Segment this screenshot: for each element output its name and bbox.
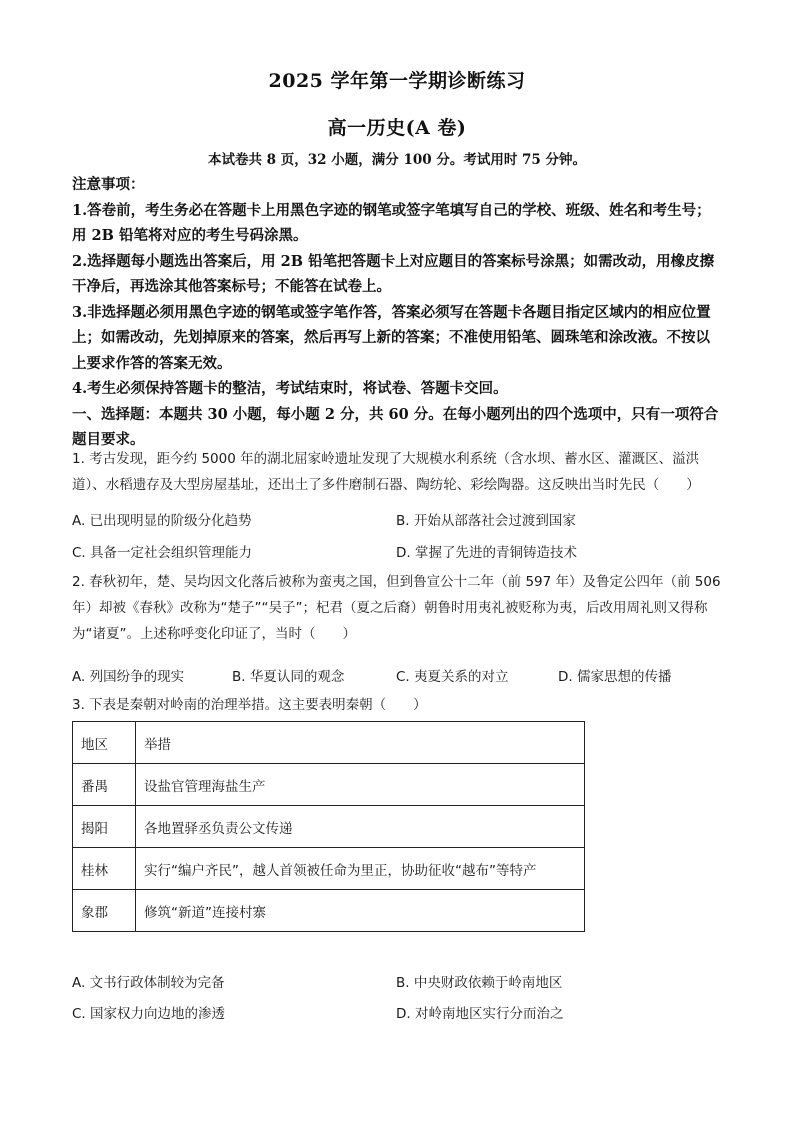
table-cell-measure: 各地置驿丞负责公文传递 [136,806,585,848]
exam-title: 2025 学年第一学期诊断练习 [268,70,526,92]
note-item-2: 2.选择题每小题选出答案后，用 2B 铅笔把答题卡上对应题目的答案标号涂黑；如需改动，用橡皮擦干净后，再选涂其他答案标号；不能答在试卷上。 [72,252,715,295]
question-2-stem [72,569,722,647]
notes-heading: 注意事项： [72,176,145,193]
question-2-text: 2. 春秋初年，楚、吴均因文化落后被称为蛮夷之国，但到鲁宣公十二年（前 597 年）及鲁定公四年（前 506 年）却被《春秋》改称为“楚子”“吴子”；杞君（夏之后裔）朝鲁时用夷礼被贬称为夷，后改用周礼则又得称为“诸夏”。上述称呼变化印证了，当时（ ） [72,574,721,642]
question-3-text: 3. 下表是秦朝对岭南的治理举措。这主要表明秦朝（ ） [72,697,427,713]
table-row [73,806,585,848]
table-cell-measure: 实行“编户齐民”，越人首领被任命为里正，协助征收“越布”等特产 [136,848,585,890]
question-1-stem [72,446,722,498]
section-heading: 一、选择题：本题共 30 小题，每小题 2 分，共 60 分。在每小题列出的四个选项中，只有一项符合题目要求。 [72,405,719,448]
note-item-3: 3.非选择题必须用黑色字迹的钢笔或签字笔作答，答案必须写在答题卡各题目指定区域内的相应位置上；如需改动，先划掉原来的答案，然后再写上新的答案；不准使用铅笔、圆珠笔和涂改液。不按以上要求作答的答案无效。 [72,303,711,372]
table-cell-region: 桂林 [73,848,136,890]
table-row [73,848,585,890]
question-1-options [72,509,722,563]
table-row [73,890,585,932]
table-header-region: 地区 [73,722,136,764]
table-header-row [73,722,585,764]
question-2-options [72,665,722,687]
question-3-option-a[interactable]: A. 文书行政体制较为完备 [72,975,225,991]
question-1-text: 1. 考古发现，距今约 5000 年的湖北屈家岭遗址发现了大规模水利系统（含水坝、蓄水区、灌溉区、溢洪道）、水稻遗存及大型房屋基址，还出土了多件磨制石器、陶纺轮、彩绘陶器。这反映出当时先民（ ） [72,451,700,493]
note-item-1: 1.答卷前，考生务必在答题卡上用黑色字迹的钢笔或签字笔填写自己的学校、班级、姓名和考生号；用 2B 铅笔将对应的考生号码涂黑。 [72,201,711,244]
question-2-option-d[interactable]: D. 儒家思想的传播 [558,669,672,685]
table-cell-measure: 修筑“新道”连接村寨 [136,890,585,932]
exam-subtitle: 高一历史(A 卷) [327,117,467,139]
question-3-options [72,971,722,1025]
table-cell-region: 象郡 [73,890,136,932]
note-item-4: 4.考生必须保持答题卡的整洁，考试结束时，将试卷、答题卡交回。 [72,380,508,397]
table-cell-measure: 设盐官管理海盐生产 [136,764,585,806]
question-3-table [72,721,585,932]
question-1-option-c[interactable]: C. 具备一定社会组织管理能力 [72,545,253,561]
question-1-option-d[interactable]: D. 掌握了先进的青铜铸造技术 [396,545,577,561]
table-header-measure: 举措 [136,722,585,764]
exam-info: 本试卷共 8 页，32 小题，满分 100 分。考试用时 75 分钟。 [207,152,587,168]
question-2-option-a[interactable]: A. 列国纷争的现实 [72,669,185,685]
table-row [73,764,585,806]
question-1-option-a[interactable]: A. 已出现明显的阶级分化趋势 [72,513,252,529]
table-cell-region: 番禺 [73,764,136,806]
question-1-option-b[interactable]: B. 开始从部落社会过渡到国家 [396,513,576,529]
question-3-stem [72,692,722,718]
question-2-option-b[interactable]: B. 华夏认同的观念 [232,669,345,685]
question-3-option-d[interactable]: D. 对岭南地区实行分而治之 [396,1006,564,1022]
table-cell-region: 揭阳 [73,806,136,848]
question-2-option-c[interactable]: C. 夷夏关系的对立 [396,669,509,685]
question-3-option-b[interactable]: B. 中央财政依赖于岭南地区 [396,975,563,991]
question-3-option-c[interactable]: C. 国家权力向边地的渗透 [72,1006,226,1022]
notes-section [72,172,722,453]
